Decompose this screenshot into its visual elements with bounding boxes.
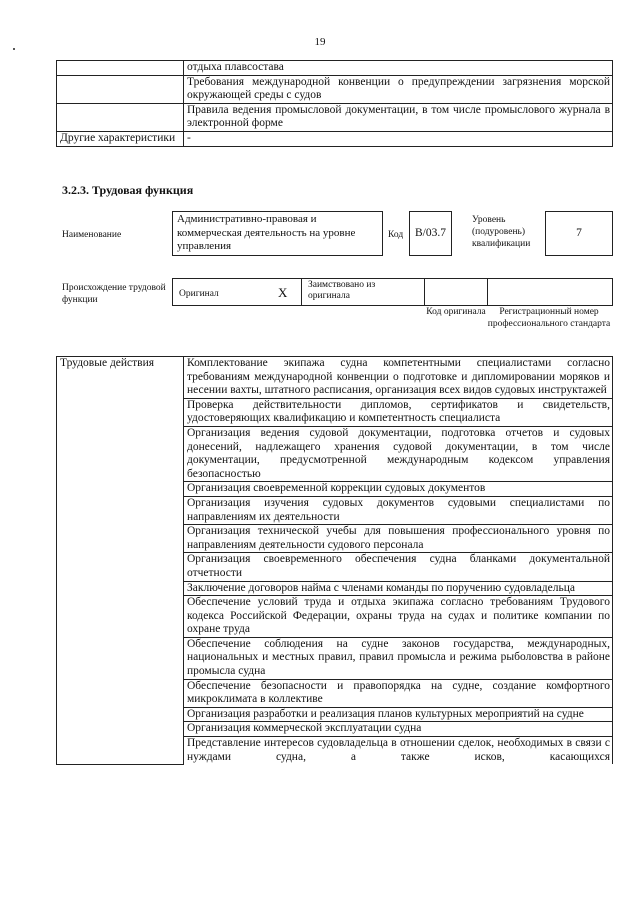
table-row <box>57 103 613 131</box>
level-box <box>545 211 613 256</box>
table-row <box>57 75 613 103</box>
action-item: Обеспечение соблюдения на судне законов государства, международных, национальных и местных правил, правил промысла и режима рыболовства в районе промысла судна <box>184 637 613 679</box>
code-box <box>409 211 452 256</box>
action-item: Организация ведения судовой документации, подготовка отчетов и судовых донесений, надлежащего хранения судовой документации, в том числе документации, предусмотренной международным кодексом управления безопасностью <box>184 426 613 481</box>
borrowed-label: Заимствовано из оригинала <box>308 280 376 301</box>
actions-label: Трудовые действия <box>57 357 184 765</box>
section-title: 3.2.3. Трудовая функция <box>62 183 194 197</box>
code-value: В/03.7 <box>415 227 446 239</box>
code-label: Код <box>388 230 404 240</box>
reg-number-label: Регистрационный номер профессионального стандарта <box>487 307 611 329</box>
borrowed-box <box>301 278 425 306</box>
top-table <box>56 60 613 147</box>
left-cell-empty <box>57 61 184 76</box>
reg-number-box <box>487 278 613 306</box>
level-label: Уровень (подуровень) квалификации <box>472 215 531 249</box>
name-label: Наименование <box>62 230 122 240</box>
other-characteristics-label: Другие характеристики <box>57 131 184 146</box>
action-item: Обеспечение безопасности и правопорядка на судне, создание комфортного микроклимата в коллективе <box>184 679 613 707</box>
top-right-cell-2: Требования международной конвенции о предупреждении загрязнения морской окружающей среды с судов <box>184 75 613 103</box>
scan-speck <box>13 48 15 50</box>
page-number: 19 <box>314 36 326 48</box>
code-original-box <box>424 278 488 306</box>
actions-table <box>56 356 613 765</box>
action-item: Организация изучения судовых документов судовыми специалистами по направлениям их деятельности <box>184 496 613 524</box>
name-box <box>172 211 383 256</box>
other-characteristics-value: - <box>184 131 613 146</box>
level-value: 7 <box>576 227 582 239</box>
table-row <box>57 357 613 399</box>
action-item: Проверка действительности дипломов, сертификатов и свидетельств, удостоверяющих квалификацию и компетентность специалиста <box>184 398 613 426</box>
origin-label: Происхождение трудовой функции <box>62 283 166 305</box>
action-item: Организация своевременной коррекции судовых документов <box>184 482 613 497</box>
action-item: Обеспечение условий труда и отдыха экипажа согласно требованиям Трудового кодекса Российской Федерации, охраны труда на судах и политике компании по охране труда <box>184 596 613 638</box>
original-mark: X <box>278 285 288 300</box>
original-label: Оригинал <box>179 289 219 299</box>
top-right-cell-1: отдыха плавсостава <box>184 61 613 76</box>
code-original-label: Код оригинала <box>426 307 486 317</box>
action-item: Заключение договоров найма с членами команды по поручению судовладельца <box>184 581 613 596</box>
table-row <box>57 131 613 146</box>
table-row <box>57 61 613 76</box>
action-item: Представление интересов судовладельца в отношении сделок, необходимых в связи с нуждами судна, а также исков, касающихся <box>184 737 613 765</box>
top-right-cell-3: Правила ведения промысловой документации, в том числе промыслового журнала в электронной форме <box>184 103 613 131</box>
action-item: Организация разработки и реализация планов культурных мероприятий на судне <box>184 707 613 722</box>
action-item: Комплектование экипажа судна компетентными специалистами согласно требованиям международной конвенции о подготовке и дипломировании моряков и несении вахты, штатного расписания, организация всех видов судовых инструктажей <box>184 357 613 399</box>
action-item: Организация технической учебы для повышения профессионального уровня по направлениям деятельности судового персонала <box>184 525 613 553</box>
original-box <box>172 278 302 306</box>
name-value: Административно-правовая и коммерческая деятельность на уровне управления <box>177 213 356 252</box>
action-item: Организация своевременного обеспечения судна бланками документальной отчетности <box>184 553 613 581</box>
action-item: Организация коммерческой эксплуатации судна <box>184 722 613 737</box>
